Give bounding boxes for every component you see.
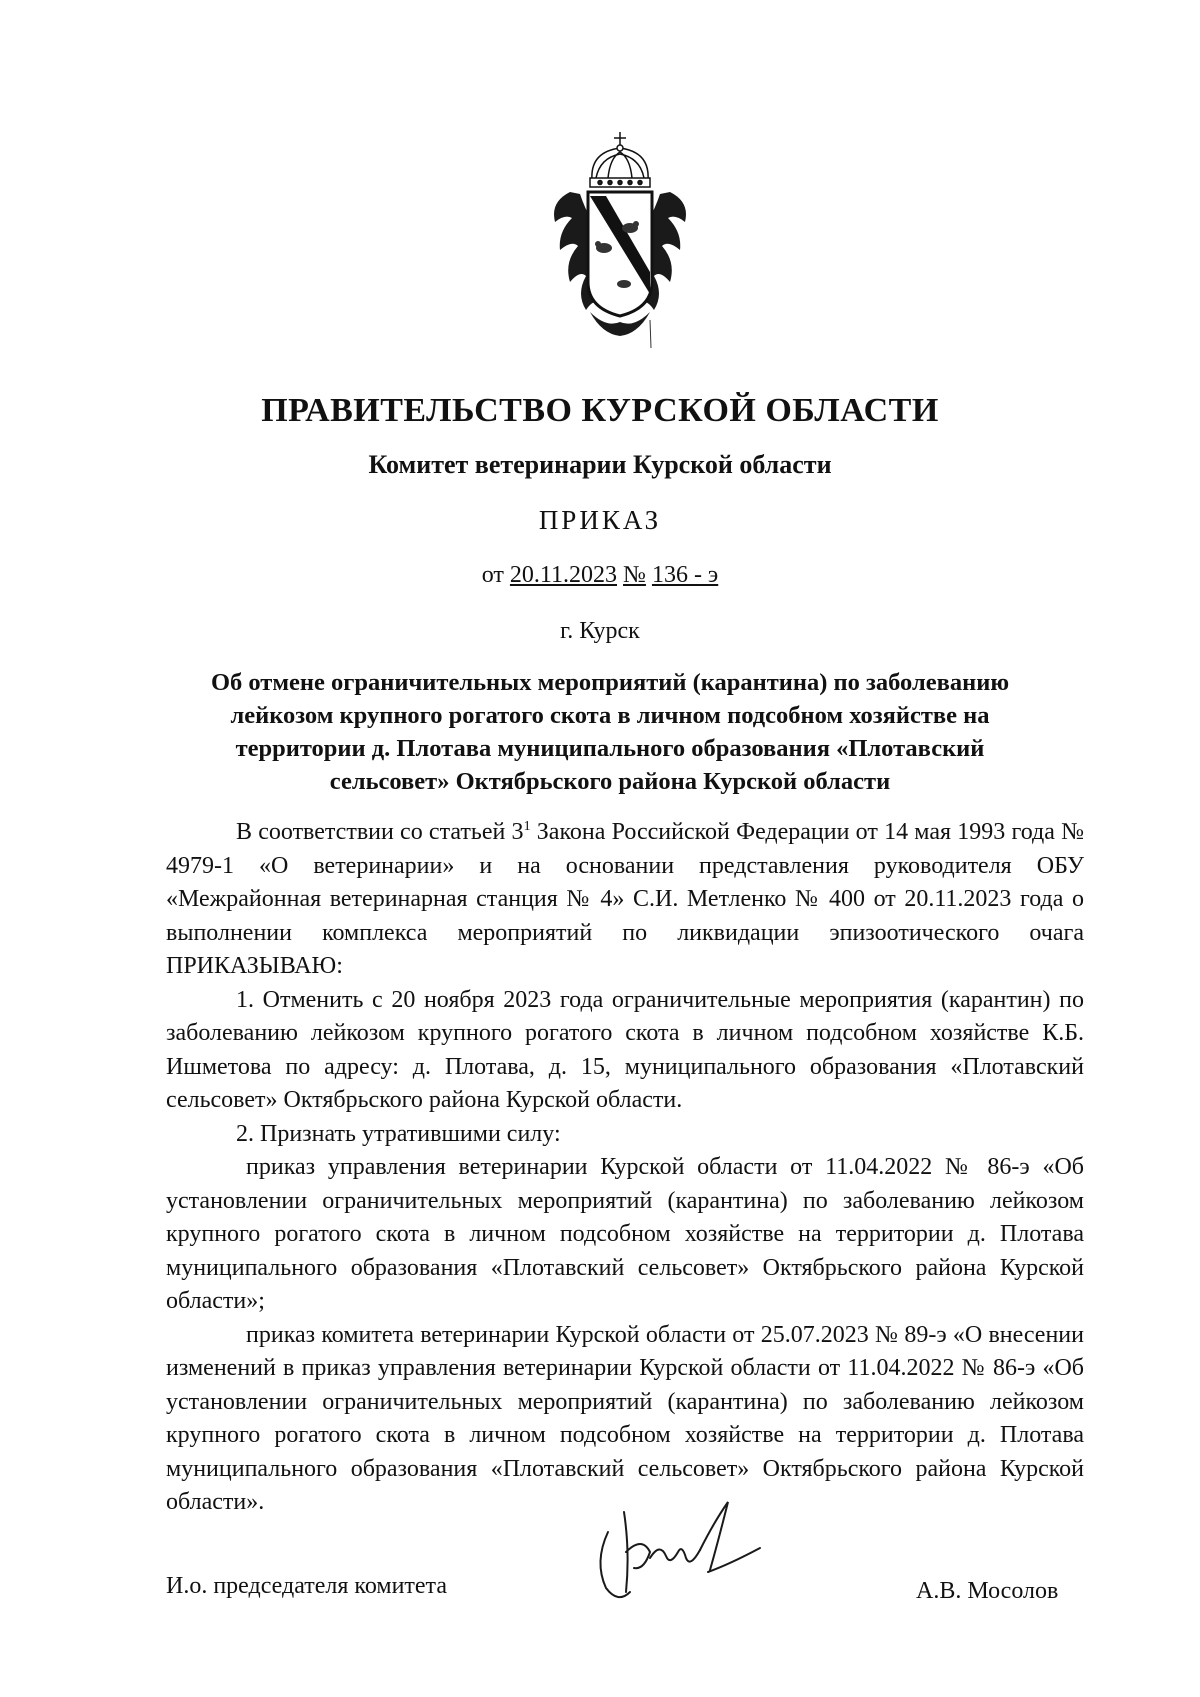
document-number: 136 - э [651, 562, 719, 588]
intro-paragraph: В соответствии со статьей $3^1$ Закона Российской Федерации от 14 мая 1993 года № 4979-1 «О ветеринарии» и на основании представления руководителя ОБУ «Межрайонная ветеринарная станция № 4» С.И. Метленко № 400 от 20.11.2023 года о выполнении комплекса мероприятий по ликвидации эпизоотического очага ПРИКАЗЫВАЮ: [166, 819, 1085, 979]
committee-heading: Комитет ветеринарии Курской области [368, 450, 832, 479]
coat-of-arms-icon [520, 122, 720, 352]
document-type: ПРИКАЗ [538, 505, 662, 535]
document-body [166, 816, 1084, 1520]
signature-icon [590, 1492, 790, 1612]
item-2-paragraph: 2. Признать утратившими силу: [236, 1120, 561, 1147]
article-superscript: 1 [523, 819, 531, 834]
document-date: 20.11.2023 [509, 562, 618, 588]
government-heading: ПРАВИТЕЛЬСТВО КУРСКОЙ ОБЛАСТИ [261, 392, 939, 429]
item-2b-paragraph: приказ комитета ветеринарии Курской области от 25.07.2023 № 89-э «О внесении изменений в приказ управления ветеринарии Курской области от 11.04.2022 № 86-э «Об установлении ограничительных мероприятий (карантина) по заболеванию лейкозом крупного рогатого скота в личном подсобном хозяйстве на территории д. Плотава муниципального образования «Плотавский сельсовет» Октябрьского района Курской области». [166, 1321, 1084, 1515]
city-line: г. Курск [560, 618, 640, 644]
signatory-role: И.о. председателя комитета [166, 1573, 447, 1599]
number-sign: № [623, 562, 646, 588]
signatory-name: А.В. Мосолов [916, 1578, 1059, 1604]
item-1-paragraph: 1. Отменить с 20 ноября 2023 года ограничительные мероприятия (карантин) по заболеванию лейкозом крупного рогатого скота в личном подсобном хозяйстве К.Б. Ишметова по адресу: д. Плотава, д. 15, муниципального образования «Плотавский сельсовет» Октябрьского района Курской области. [166, 986, 1084, 1113]
date-prefix: от [481, 562, 504, 588]
document-title: Об отмене ограничительных мероприятий (карантина) по заболеванию лейкозом крупного рогатого скота в личном подсобном хозяйстве на территории д. Плотава муниципального образования «Плотавский сельсовет» Октябрьского района Курской области [210, 669, 1010, 795]
date-line [0, 562, 1200, 589]
item-2a-paragraph: приказ управления ветеринарии Курской области от 11.04.2022 № 86-э «Об установлении ограничительных мероприятий (карантина) по заболеванию лейкозом крупного рогатого скота в личном подсобном хозяйстве на территории д. Плотава муниципального образования «Плотавский сельсовет» Октябрьского района Курской области»; [166, 1154, 1084, 1314]
